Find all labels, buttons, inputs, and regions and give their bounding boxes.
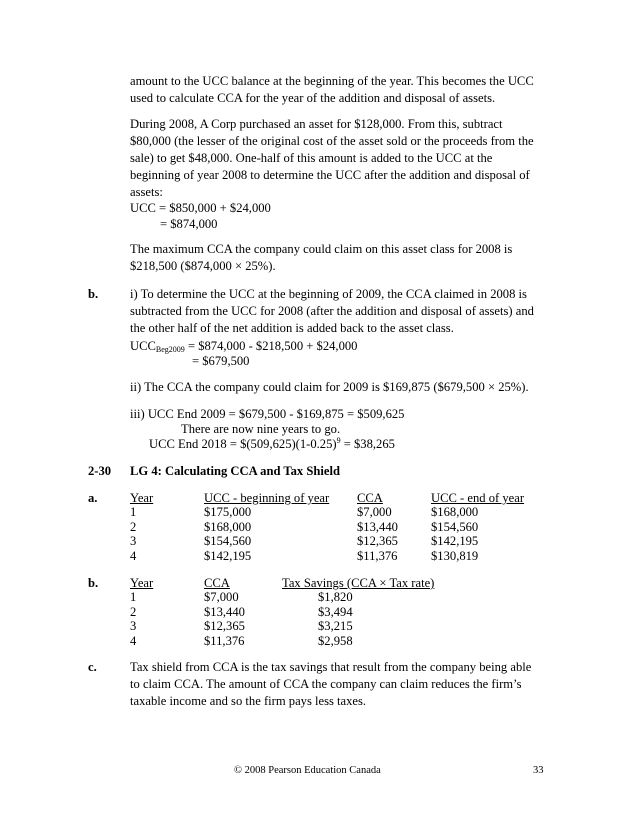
ucc-prefix: UCC: [130, 339, 156, 353]
table-cell: 4: [130, 548, 137, 563]
part-a-label: a.: [88, 491, 98, 505]
part-b-paragraph: [130, 286, 550, 337]
header-cca: CCA: [357, 491, 383, 505]
text-line: amount to the UCC balance at the beginning of the year. This becomes the UCC: [130, 74, 534, 88]
text-line: used to calculate CCA for the year of the addition and disposal of assets.: [130, 91, 496, 105]
table-cell: $142,195: [204, 548, 252, 563]
text-line: sale) to get $48,000. One-half of this amount is added to the UCC at the: [130, 151, 493, 165]
copyright-notice: © 2008 Pearson Education Canada: [234, 765, 381, 776]
text-line: Tax shield from CCA is the tax savings that result from the company being able: [130, 660, 532, 674]
intro-paragraph: [130, 73, 550, 107]
section-title: LG 4: Calculating CCA and Tax Shield: [130, 464, 340, 478]
ucc-end-2018-equation: [149, 436, 395, 453]
table-cell: $2,958: [318, 633, 353, 648]
nine-years-note: There are now nine years to go.: [181, 422, 341, 436]
text-line: taxable income and so the firm pays less taxes.: [130, 694, 367, 708]
table-cell: $154,560: [431, 519, 479, 534]
ucc-2008-result: = $874,000: [160, 217, 218, 231]
table-header-row: [130, 576, 442, 590]
text-line: During 2008, A Corp purchased an asset for $128,000. From this, subtract: [130, 117, 503, 131]
table-cell: 4: [130, 633, 137, 648]
table-cell: $168,000: [431, 505, 479, 520]
text-line: $80,000 (the lesser of the original cost of the asset sold or the proceeds from the: [130, 134, 534, 148]
table-cell: $168,000: [204, 519, 252, 534]
table-cell: $7,000: [357, 505, 392, 520]
text-line: the other half of the net addition is added back to the asset class.: [130, 321, 454, 335]
table-cell: $12,365: [204, 619, 245, 634]
header-ucc-beginning: UCC - beginning of year: [204, 491, 330, 505]
table-cell: 1: [130, 590, 137, 605]
header-tax-savings: Tax Savings (CCA × Tax rate): [282, 576, 435, 590]
table-cell: 2: [130, 519, 137, 534]
part-b-tax-label: b.: [88, 576, 99, 590]
cca-2009-statement: ii) The CCA the company could claim for 2009 is $169,875 ($679,500 × 25%).: [130, 380, 529, 394]
tax-savings-table: [130, 576, 442, 648]
text-line: beginning of year 2008 to determine the UCC after the addition and disposal of: [130, 168, 530, 182]
text-line: The maximum CCA the company could claim on this asset class for 2008 is: [130, 242, 513, 256]
table-cell: 3: [130, 534, 137, 549]
table-header-row: [130, 491, 541, 505]
table-cell: $11,376: [357, 548, 398, 563]
header-cca: CCA: [204, 576, 230, 590]
table-row: [130, 534, 541, 548]
table-cell: $142,195: [431, 534, 479, 549]
text-line: subtracted from the UCC for 2008 (after the addition and disposal of assets) and: [130, 304, 534, 318]
table-row: [130, 549, 541, 563]
ucc-rest: = $874,000 - $218,500 + $24,000: [184, 339, 358, 353]
cca-schedule-table: [130, 491, 541, 563]
table-cell: $1,820: [318, 590, 353, 605]
table-cell: $12,365: [357, 534, 398, 549]
table-cell: $3,494: [318, 604, 353, 619]
header-year: Year: [130, 491, 154, 505]
table-row: [130, 520, 541, 534]
ucc-subscript: Beg2009: [155, 345, 185, 354]
text-line: i) To determine the UCC at the beginning of 2009, the CCA claimed in 2008 is: [130, 287, 527, 301]
text-line: assets:: [130, 185, 163, 199]
table-row: [130, 619, 442, 633]
purchase-2008-paragraph: [130, 116, 550, 201]
table-cell: $154,560: [204, 534, 252, 549]
table-cell: $13,440: [204, 604, 245, 619]
header-ucc-end: UCC - end of year: [431, 491, 525, 505]
table-row: [130, 634, 442, 648]
table-cell: $130,819: [431, 548, 479, 563]
table-cell: $11,376: [204, 633, 245, 648]
part-c-paragraph: [130, 659, 550, 710]
ucc-end-2018-result: = $38,265: [340, 437, 395, 451]
section-number: 2-30: [88, 464, 112, 478]
max-cca-paragraph: [130, 241, 550, 275]
ucc-beg-2009-result: = $679,500: [192, 354, 250, 368]
part-c-label: c.: [88, 660, 97, 674]
table-cell: 2: [130, 604, 137, 619]
table-cell: $13,440: [357, 519, 398, 534]
exponent: 9: [336, 436, 341, 445]
table-cell: 1: [130, 505, 137, 520]
table-cell: 3: [130, 619, 137, 634]
table-cell: $175,000: [204, 505, 252, 520]
page-number: 33: [533, 765, 544, 776]
table-row: [130, 605, 442, 619]
table-cell: $7,000: [204, 590, 239, 605]
table-cell: $3,215: [318, 619, 353, 634]
text-line: $218,500 ($874,000 × 25%).: [130, 259, 276, 273]
header-year: Year: [130, 576, 154, 590]
ucc-2008-equation: UCC = $850,000 + $24,000: [130, 201, 271, 215]
part-b-label: b.: [88, 287, 99, 301]
ucc-end-2009-equation: iii) UCC End 2009 = $679,500 - $169,875 = $509,625: [130, 407, 405, 421]
ucc-end-2018-expr: UCC End 2018 = $(509,625)(1-0.25): [149, 437, 337, 451]
table-row: [130, 590, 442, 604]
table-row: [130, 505, 541, 519]
text-line: to claim CCA. The amount of CCA the company can claim reduces the firm’s: [130, 677, 522, 691]
